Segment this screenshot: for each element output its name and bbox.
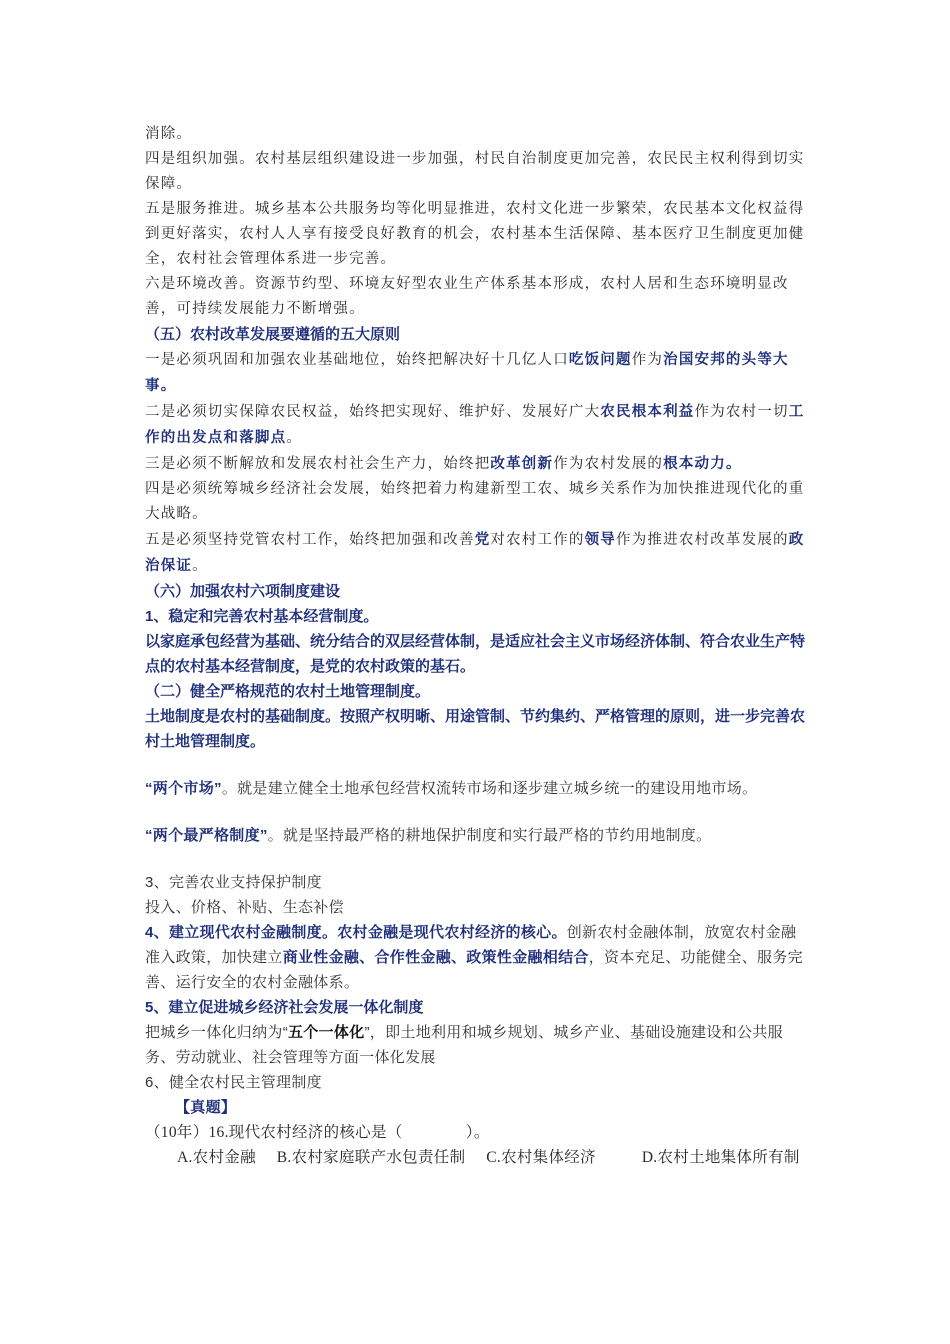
text-paragraph: 六是环境改善。资源节约型、环境友好型农业生产体系基本形成，农村人居和生态环境明显改善，可持续发展能力不断增强。 [145, 276, 789, 317]
emphasis: 五个一体化 [288, 1024, 365, 1041]
bold-paragraph: 以家庭承包经营为基础、统分结合的双层经营体制，是适应社会主义市场经济体制、符合农业生产特点的农村基本经营制度，是党的农村政策的基石。 [145, 633, 806, 675]
document-page [145, 122, 810, 1170]
emphasis: 农民根本利益 [600, 403, 695, 420]
text-paragraph: 四是组织加强。农村基层组织建设进一步加强，村民自治制度更加完善，农民民主权利得到切实保障。 [145, 151, 805, 192]
emphasis: 政治保证 [145, 531, 805, 574]
text-span: 。 [286, 430, 303, 446]
exam-question: （10年）16.现代农村经济的核心是（ ）。 [145, 1124, 490, 1141]
section-heading: （五）农村改革发展要遵循的五大原则 [145, 326, 401, 343]
subheading: 1、稳定和完善农村基本经营制度。 [145, 608, 379, 625]
text-span: 。 [725, 455, 742, 472]
option-c: C.农村集体经济 [486, 1149, 596, 1166]
text-span: 三是必须不断解放和发展农村社会生产力，始终把 [145, 456, 491, 472]
text-span: 。就是坚持最严格的耕地保护制度和实行最严格的节约用地制度。 [267, 827, 712, 844]
term-paragraph [145, 776, 810, 801]
text-paragraph: 五是服务推进。城乡基本公共服务均等化明显推进，农村文化进一步繁荣，农民基本文化权益得到更好落实，农村人人享有接受良好教育的机会，农村基本生活保障、基本医疗卫生制度更加健全，农村社会管理体系进一步完善。 [145, 201, 805, 267]
option-d: D.农村土地集体所有制 [641, 1149, 800, 1166]
spacer [145, 801, 810, 823]
text-span: 作为 [631, 352, 664, 368]
text-span: 创新农村金融体制，放宽农村金融准入政策，加快建立 [145, 924, 797, 966]
emphasis: 根本动力 [663, 455, 726, 472]
text-line: 消除。 [145, 126, 193, 142]
emphasis: 4、建立现代农村金融制度。农村金融是现代农村经济的核心。 [145, 924, 567, 941]
emphasis: 工作的出发点和落脚点 [145, 403, 805, 446]
subheading: 3、完善农业支持保护制度 [145, 874, 322, 891]
bold-paragraph: 土地制度是农村的基础制度。按照产权明晰、用途管制、节约集约、严格管理的原则，进一步完善农村土地管理制度。 [145, 708, 806, 750]
emphasis: 领导 [584, 531, 617, 548]
text-span: 五是必须坚持党管农村工作，始终把加强和改善 [145, 532, 475, 548]
spacer [145, 848, 810, 870]
emphasis: 改革创新 [490, 455, 554, 472]
term: “两个市场” [145, 780, 222, 797]
text-span: 作为农村一切 [694, 404, 789, 420]
option-a: A.农村金融 [177, 1149, 256, 1166]
emphasis: 商业性金融、合作性金融、政策性金融相结合 [282, 949, 589, 966]
emphasis: 治国安邦的头等大事 [145, 351, 789, 394]
spacer [145, 754, 810, 776]
text-span: ，资本充足、功能健全、服务完善、运行安全的农村金融体系。 [145, 949, 803, 991]
principle-5 [145, 527, 810, 579]
text-span: ”，即土地利用和城乡规划、城乡产业、基础设施建设和公共服务、劳动就业、社会管理等方面一体化发展 [145, 1024, 783, 1066]
section-heading: （六）加强农村六项制度建设 [145, 583, 341, 600]
subheading: 6、健全农村民主管理制度 [145, 1074, 322, 1091]
principle-4: 四是必须统筹城乡经济社会发展，始终把着力构建新型工农、城乡关系作为加快推进现代化的重大战略。 [145, 481, 805, 522]
text-span: 一是必须巩固和加强农业基础地位，始终把解决好十几亿人口 [145, 352, 569, 368]
text-span: 作为农村发展的 [553, 456, 664, 472]
exam-tag: 【真题】 [175, 1099, 237, 1116]
text-line: 投入、价格、补贴、生态补偿 [145, 899, 344, 916]
text-span: 把城乡一体化归纳为“ [145, 1024, 288, 1041]
text-span: 。就是建立健全土地承包经营权流转市场和逐步建立城乡统一的建设用地市场。 [221, 780, 758, 797]
term: “两个最严格制度” [145, 827, 268, 844]
integration-paragraph [145, 1020, 810, 1070]
text-span: 。 [192, 558, 208, 574]
term-paragraph [145, 823, 810, 848]
exam-options [145, 1145, 810, 1170]
finance-paragraph [145, 920, 810, 995]
text-span: 对农村工作的 [490, 532, 585, 548]
subheading: （二）健全严格规范的农村土地管理制度。 [145, 683, 431, 700]
text-span: 作为推进农村改革发展的 [616, 532, 789, 548]
option-b: B.农村家庭联产水包责任制 [276, 1149, 466, 1166]
text-span: 二是必须切实保障农民权益，始终把实现好、维护好、发展好广大 [145, 404, 601, 420]
principle-2 [145, 399, 810, 451]
emphasis: 党 [474, 531, 491, 548]
subheading: 5、建立促进城乡经济社会发展一体化制度 [145, 999, 424, 1016]
principle-3 [145, 451, 810, 477]
emphasis: 吃饭问题 [568, 351, 632, 368]
principle-1 [145, 347, 810, 399]
text-span: 。 [160, 377, 177, 394]
